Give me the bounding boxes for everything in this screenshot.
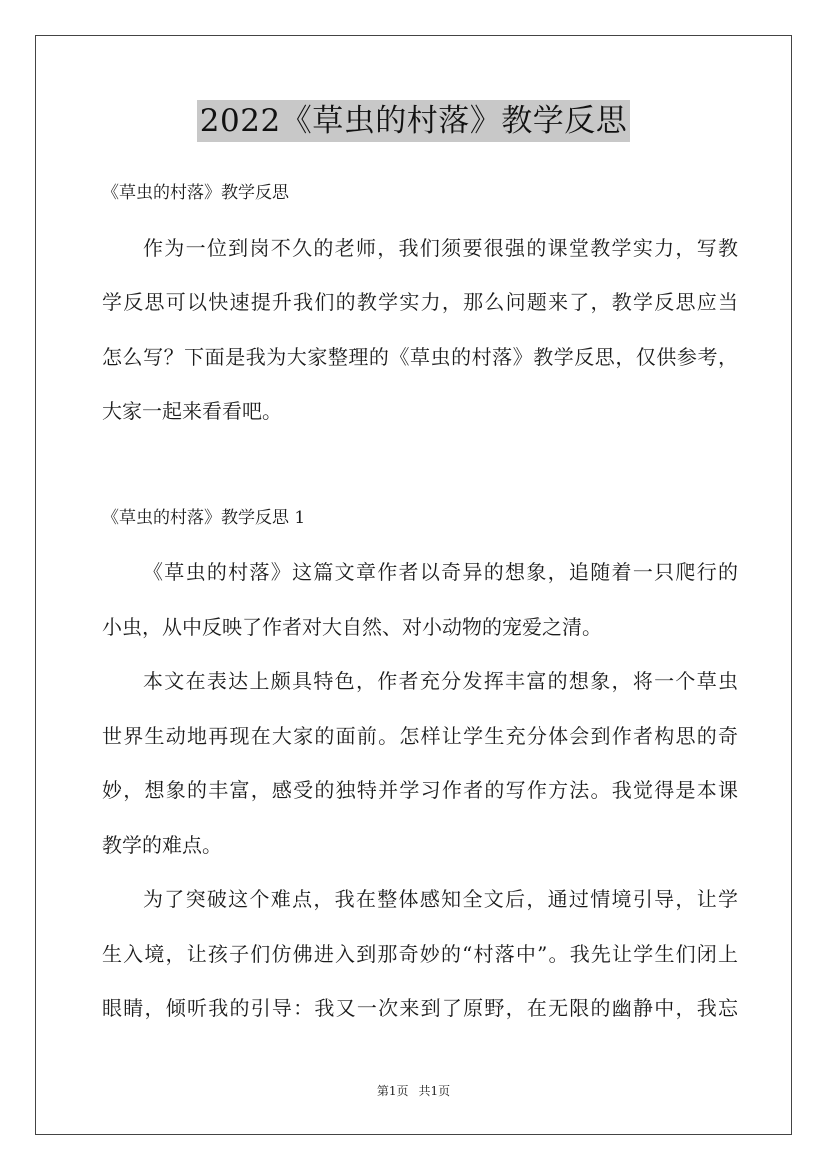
document-body [102, 172, 738, 1042]
title-container [0, 100, 827, 142]
section-spacer [102, 445, 738, 497]
page-total: 共1页 [418, 1084, 451, 1098]
paragraph-line: 小虫，从中反映了作者对大自然、对小动物的宠爱之清。 [102, 614, 602, 639]
paragraph-line: 为了突破这个难点，我在整体感知全文后，通过情境引导，让学 [143, 887, 738, 911]
document-title: 2022《草虫的村落》教学反思 [197, 100, 630, 142]
intro-line: 学反思可以快速提升我们的教学实力，那么问题来了，教学反思应当 [102, 290, 738, 314]
paragraph-line: 妙，想象的丰富，感受的独特并学习作者的写作方法。我觉得是本课 [102, 778, 738, 802]
intro-line: 大家一起来看看吧。 [102, 399, 282, 423]
paragraph-line: 本文在表达上颇具特色，作者充分发挥丰富的想象，将一个草虫 [143, 669, 738, 693]
page-number: 第1页 [376, 1084, 409, 1098]
paragraph-line: 教学的难点。 [102, 832, 222, 857]
paragraph-line: 眼睛，倾听我的引导：我又一次来到了原野，在无限的幽静中，我忘 [102, 996, 738, 1020]
paragraph-line: 生入境，让孩子们仿佛进入到那奇妙的“村落中”。我先让学生们闭上 [102, 941, 738, 966]
subtitle: 《草虫的村落》教学反思 [102, 183, 289, 203]
intro-line: 怎么写？下面是我为大家整理的《草虫的村落》教学反思，仅供参考， [102, 344, 738, 369]
page-footer [0, 1083, 827, 1099]
paragraph-line: 世界生动地再现在大家的面前。怎样让学生充分体会到作者构思的奇 [102, 723, 738, 748]
paragraph-line: 《草虫的村落》这篇文章作者以奇异的想象，追随着一只爬行的 [143, 560, 738, 584]
intro-line: 作为一位到岗不久的老师，我们须要很强的课堂教学实力，写教 [143, 235, 738, 260]
section-heading: 《草虫的村落》教学反思 1 [102, 507, 306, 528]
